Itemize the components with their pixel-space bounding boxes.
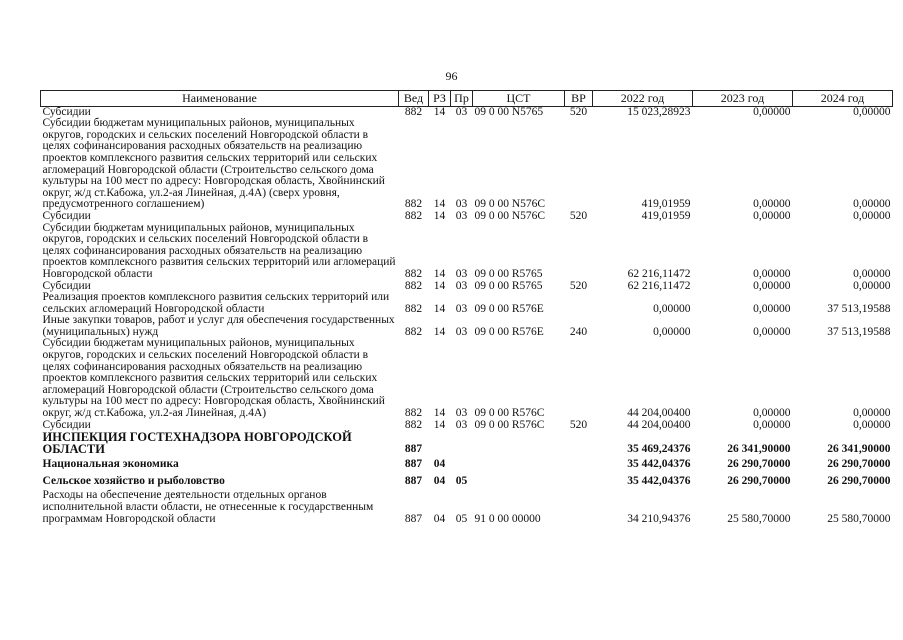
row-name: Субсидии [42,105,91,118]
row-vr: 240 [569,325,588,338]
row-2022: 44 204,00400 [627,407,691,420]
row-ved: 887 [404,458,423,471]
row-2024: 0,00000 [853,105,891,118]
row-rz: 14 [433,198,446,211]
row-2023: 0,00000 [753,105,791,118]
row-2024: 26 341,90000 [827,442,891,455]
row-2023: 25 580,70000 [727,512,791,525]
row-cst [473,431,565,455]
row-vr [565,455,593,471]
row-pr: 03 [455,325,468,338]
budget-table-container [40,90,892,525]
row-cst: 09 0 00 R576E [474,325,544,338]
row-cst: 09 0 00 N576C [474,198,546,211]
row-rz: 14 [433,209,446,222]
row-rz: 14 [433,105,446,118]
row-cst: 91 0 00 00000 [474,512,541,525]
row-2022: 35 442,04376 [627,474,691,487]
row-ved: 882 [404,105,423,118]
row-2023: 26 341,90000 [727,442,791,455]
row-2022: 15 023,28923 [627,105,691,118]
row-name: Субсидии бюджетам муниципальных районов, муниципальных округов, городских и сельских поселений Новгородской области в целях софинансирования расходных обязательств на реализацию проектов комплексного развития сельских территорий или агломераций Новгородской области [42,221,396,280]
row-2024: 37 513,19588 [827,302,891,315]
row-2022: 0,00000 [653,302,691,315]
row-cst: 09 0 00 R576C [474,418,545,431]
row-2023: 0,00000 [753,198,791,211]
row-2022: 35 469,24376 [627,442,691,455]
row-cst: 09 0 00 R576E [474,302,544,315]
row-cst: 09 0 00 N5765 [474,105,544,118]
row-2022: 0,00000 [653,325,691,338]
row-2024: 0,00000 [853,209,891,222]
row-rz: 14 [433,418,446,431]
row-cst: 09 0 00 R576C [474,407,545,420]
row-name: Реализация проектов комплексного развития сельских территорий или сельских агломераций Новгородской области [42,291,390,315]
row-2023: 0,00000 [753,418,791,431]
row-2024: 0,00000 [853,279,891,292]
row-ved: 882 [404,325,423,338]
row-pr [451,431,473,455]
row-pr: 03 [455,198,468,211]
row-2023: 0,00000 [753,325,791,338]
row-pr: 03 [455,209,468,222]
row-2024: 0,00000 [853,198,891,211]
column-header-cst: ЦСТ [473,91,565,107]
table-row [41,118,893,211]
column-header-ved: Вед [399,91,429,107]
row-cst: 09 0 00 R5765 [474,279,543,292]
row-rz: 14 [433,267,446,280]
row-ved: 882 [404,279,423,292]
row-pr: 03 [455,407,468,420]
table-row [41,487,893,525]
row-2023: 26 290,70000 [727,474,791,487]
row-rz [429,431,451,455]
row-2023: 0,00000 [753,407,791,420]
row-name: Субсидии бюджетам муниципальных районов, муниципальных округов, городских и сельских поселений Новгородской области в целях софинансирования расходных обязательств на реализацию проектов комплексного развития сельских территорий или сельских агломераций Новгородской области (Строительство сельского дома культуры на 100 мест по адресу: Новгородская область, Хвойнинский округ, ж/д ст.Кабожа, ул.2-ая Линейная, д.4А) [42,337,385,420]
row-name: Субсидии [42,279,91,292]
row-vr: 520 [569,105,588,118]
row-cst: 09 0 00 R5765 [474,267,543,280]
column-header-2022: 2022 год [593,91,693,107]
row-vr: 520 [569,279,588,292]
row-rz: 04 [433,512,446,525]
table-row-section [41,455,893,471]
row-pr: 03 [455,105,468,118]
row-2024: 0,00000 [853,407,891,420]
row-vr: 520 [569,209,588,222]
row-2022: 419,01959 [641,198,691,211]
column-header-2024: 2024 год [793,91,893,107]
row-name: Иные закупки товаров, работ и услуг для обеспечения государственных (муниципальных) нужд [42,314,395,338]
table-row [41,223,893,281]
row-rz: 04 [433,474,446,487]
row-ved: 887 [404,512,423,525]
row-2022: 44 204,00400 [627,418,691,431]
row-2022: 35 442,04376 [627,458,691,471]
table-row [41,315,893,338]
row-ved: 887 [404,474,423,487]
row-rz: 04 [433,458,446,471]
row-2022: 419,01959 [641,209,691,222]
row-2023: 26 290,70000 [727,458,791,471]
row-name: Субсидии бюджетам муниципальных районов, муниципальных округов, городских и сельских поселений Новгородской области в целях софинансирования расходных обязательств на реализацию проектов комплексного развития сельских территорий или сельских агломераций Новгородской области (Строительство сельского дома культуры на 100 мест по адресу: Новгородская область, Хвойнинский округ, ж/д ст.Кабожа, ул.2-ая Линейная, д.4А) (сверх уровня, предусмотренного соглашением) [42,117,385,211]
budget-table [40,90,893,525]
row-2022: 34 210,94376 [627,512,691,525]
row-cst: 09 0 00 N576C [474,209,546,222]
table-row [41,292,893,315]
row-ved: 882 [404,302,423,315]
row-ved: 882 [404,209,423,222]
row-cst [473,471,565,488]
row-2024: 37 513,19588 [827,325,891,338]
table-header-row [41,91,893,107]
row-vr [565,338,593,419]
row-name: Сельское хозяйство и рыболовство [42,474,225,487]
row-2023: 0,00000 [753,267,791,280]
row-pr: 03 [455,302,468,315]
table-row-department [41,431,893,455]
row-vr [565,487,593,525]
row-pr: 05 [455,512,468,525]
row-pr: 03 [455,267,468,280]
column-header-pr: Пр [451,91,473,107]
row-vr [565,223,593,281]
row-2024: 26 290,70000 [827,474,891,487]
row-2022: 62 216,11472 [627,279,691,292]
row-2023: 0,00000 [753,302,791,315]
row-pr: 03 [455,418,468,431]
row-ved: 882 [404,418,423,431]
row-pr: 05 [455,474,468,487]
table-row-subsection [41,471,893,488]
row-name: Субсидии [42,209,91,222]
column-header-name: Наименование [41,91,399,107]
row-2024: 0,00000 [853,418,891,431]
table-row [41,211,893,223]
row-ved: 882 [404,267,423,280]
row-pr: 03 [455,279,468,292]
row-ved: 887 [404,442,423,455]
column-header-vr: ВР [565,91,593,107]
row-2024: 25 580,70000 [827,512,891,525]
table-row [41,338,893,419]
row-rz: 14 [433,302,446,315]
row-name: Расходы на обеспечение деятельности отдельных органов исполнительной власти области, не отнесенные к государственным программам Новгородской области [42,489,374,525]
row-vr [565,471,593,488]
row-2023: 0,00000 [753,279,791,292]
row-ved: 882 [404,407,423,420]
row-2023: 0,00000 [753,209,791,222]
row-2022: 62 216,11472 [627,267,691,280]
row-name: Национальная экономика [42,458,179,471]
row-name: Субсидии [42,418,91,431]
row-cst [473,455,565,471]
row-vr [565,118,593,211]
row-vr [565,292,593,315]
row-rz: 14 [433,325,446,338]
row-ved: 882 [404,198,423,211]
row-name: ИНСПЕКЦИЯ ГОСТЕХНАДЗОРА НОВГОРОДСКОЙ ОБЛАСТИ [42,430,352,457]
row-vr [565,431,593,455]
column-header-rz: РЗ [429,91,451,107]
row-2024: 0,00000 [853,267,891,280]
row-vr: 520 [569,418,588,431]
page-number: 96 [445,69,458,83]
row-rz: 14 [433,279,446,292]
column-header-2023: 2023 год [693,91,793,107]
row-2024: 26 290,70000 [827,458,891,471]
row-rz: 14 [433,407,446,420]
row-pr [451,455,473,471]
